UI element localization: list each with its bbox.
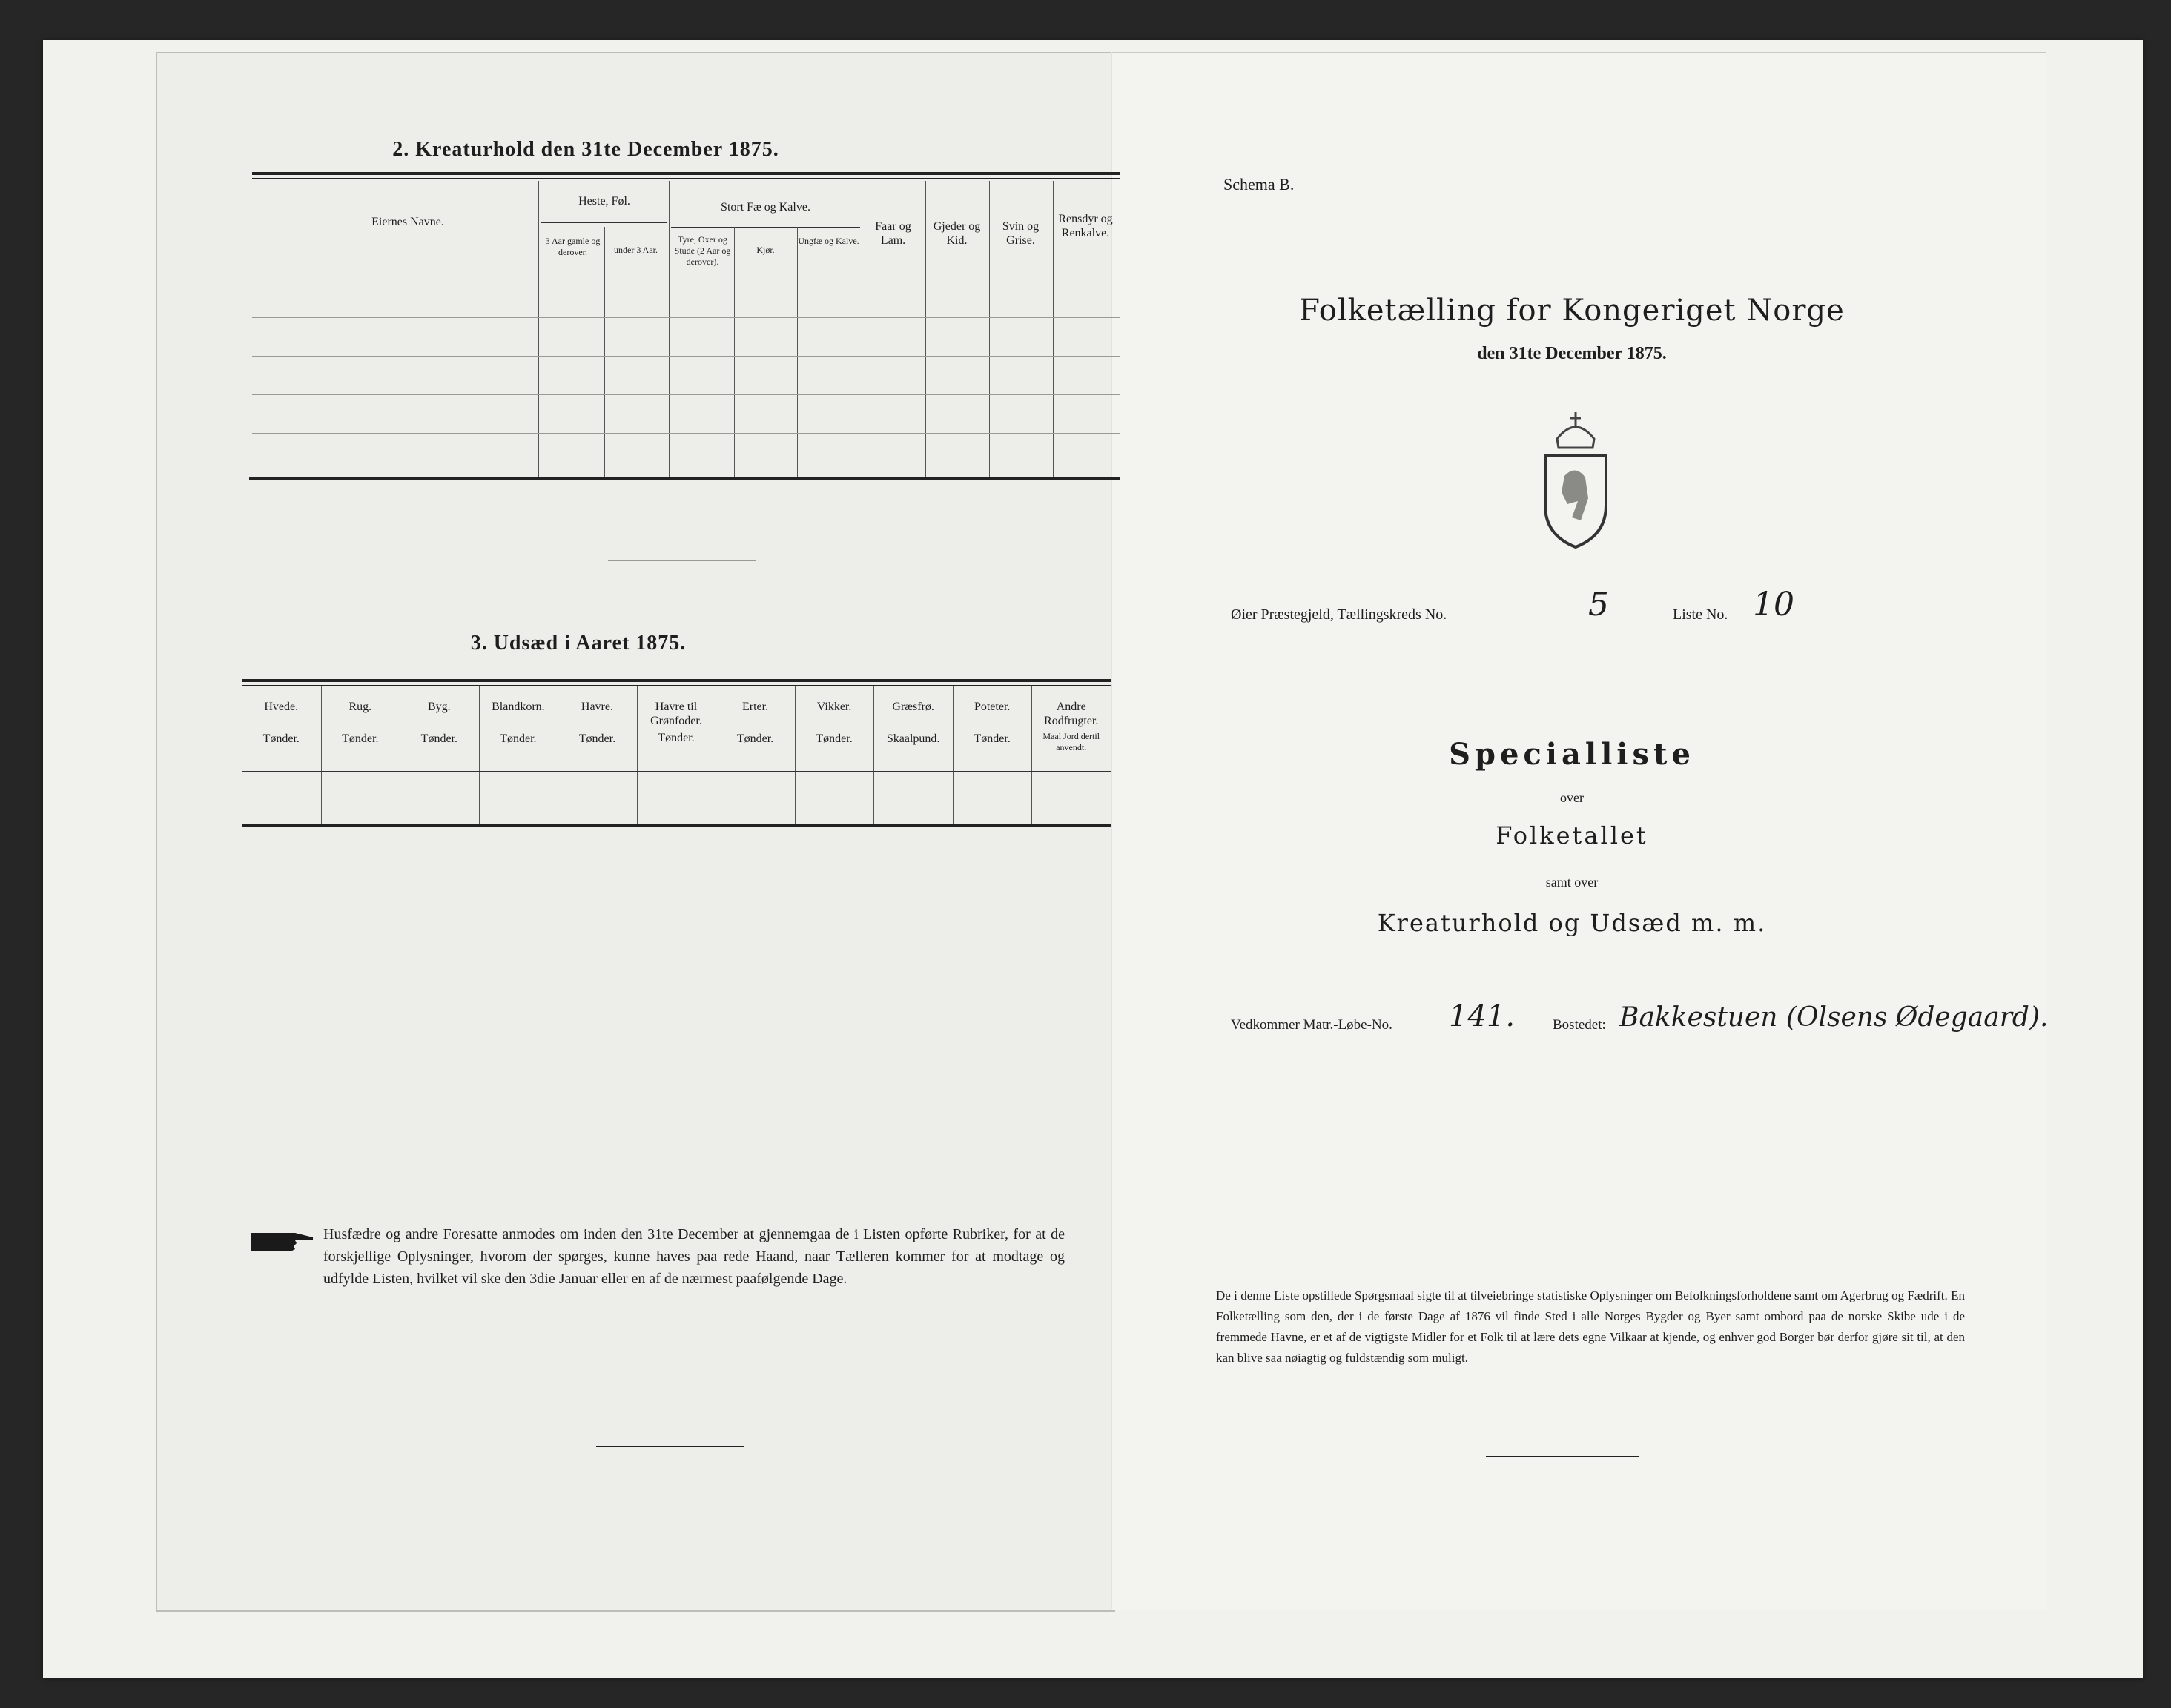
seed-column-header (321, 700, 400, 746)
seed-column-unit: Tønder. (736, 732, 774, 745)
bulls-header: Tyre, Oxer og Stude (2 Aar og derover). (674, 234, 731, 267)
section2-title: 2. Kreaturhold den 31te December 1875. (392, 138, 779, 161)
census-footnote: De i denne Liste opstillede Spørgsmaal sigte til at tilveiebringe statistiske Oplysninger om Befolkningsforholdene samt om Agerbrug og Fædrift. En Folketælling som den, der i de første Dage af 1876 vil finde Sted i alle Norges Bygder og Byer samt ombord paa de norske Skibe ude i de fremmede Havne, er et af de vigtigste Midler for et Folk til at lære dets egne Vilkaar at kjende, og enhver god Borger bør derfor gjøre sit til, at den kan blive saa nøiagtig og fuldstændig som muligt. (1216, 1288, 1965, 1365)
divider (596, 1446, 744, 1447)
owner-name-header: Eiernes Navne. (371, 216, 444, 228)
seed-column-rule (321, 686, 322, 824)
sheep-header: Faar og Lam. (875, 220, 911, 247)
seed-column-unit: Tønder. (816, 732, 853, 745)
seed-column-header (637, 700, 716, 745)
seed-column-name: Byg. (428, 701, 451, 713)
seed-column-name: Havre. (581, 701, 613, 713)
seed-column-name: Rug. (348, 701, 372, 713)
pointing-hand-icon (251, 1227, 314, 1257)
livestock-seed-heading: Kreaturhold og Udsæd m. m. (1377, 909, 1767, 937)
seed-column-rule (795, 686, 796, 824)
section3-title: 3. Udsæd i Aaret 1875. (470, 632, 687, 655)
seed-column-header (716, 700, 795, 746)
seed-column-rule (953, 686, 954, 824)
norwegian-lion-crest-icon (1535, 409, 1616, 550)
horses-header: Heste, Føl. (578, 195, 630, 208)
seed-column-header (795, 700, 874, 746)
census-title: Folketælling for Kongeriget Norge (1299, 294, 1845, 328)
seed-column-name: Andre Rodfrugter. (1044, 701, 1099, 727)
pigs-header: Svin og Grise. (1002, 220, 1040, 247)
goats-header: Gjeder og Kid. (933, 220, 981, 247)
bosted-value: Bakkestuen (Olsens Ødegaard). (1619, 1002, 2049, 1033)
seed-column-header (400, 700, 479, 746)
seed-column-unit: Maal Jord dertil anvendt. (1042, 731, 1100, 752)
seed-column-name: Blandkorn. (492, 701, 545, 713)
young-cattle-header: Ungfæ og Kalve. (798, 236, 859, 246)
cattle-header: Stort Fæ og Kalve. (721, 201, 810, 214)
householder-notice: Husfædre og andre Foresatte anmodes om inden den 31te December at gjennemgaa de i Listen opførte Rubriker, for at de forskjellige Oplysninger, hvorom der spørges, kunne haves paa rede Haand, naar Tælleren kommer for at modtage og udfylde Listen, hvilket vil ske den 3die Januar eller en af de nærmest paafølgende Dage. (323, 1226, 1065, 1287)
seed-column-header (953, 700, 1032, 746)
cows-header: Kjør. (756, 245, 775, 255)
divider (608, 560, 756, 561)
matr-label: Vedkommer Matr.-Løbe-No. (1231, 1017, 1392, 1033)
horses-under3-header: under 3 Aar. (614, 245, 658, 255)
seed-column-header (242, 700, 321, 746)
samt-over-text: samt over (1545, 875, 1599, 890)
left-page (156, 52, 1115, 1612)
divider (1486, 1456, 1639, 1457)
seed-column-header (558, 700, 637, 746)
seed-column-unit: Tønder. (262, 732, 300, 745)
seed-column-unit: Skaalpund. (886, 732, 940, 745)
seed-column-header (479, 700, 558, 746)
district-number: 5 (1588, 586, 1609, 623)
seed-column-name: Vikker. (816, 701, 852, 713)
seed-column-name: Havre til Grønfoder. (650, 701, 702, 727)
seed-column-name: Poteter. (974, 701, 1011, 713)
parish-label: Øier Præstegjeld, Tællingskreds No. (1231, 606, 1447, 623)
matr-number: 141. (1449, 999, 1516, 1033)
seed-column-header (1031, 700, 1111, 753)
seed-column-name: Hvede. (264, 701, 299, 713)
seed-column-name: Erter. (741, 701, 769, 713)
seed-column-unit: Tønder. (420, 732, 457, 745)
seed-column-unit: Tønder. (500, 732, 537, 745)
folketallet-heading: Folketallet (1496, 821, 1648, 850)
seed-column-unit: Tønder. (658, 732, 695, 744)
over-text: over (1560, 790, 1584, 805)
specialliste-heading: Specialliste (1449, 737, 1695, 772)
seed-column-rule (637, 686, 638, 824)
list-number: 10 (1753, 586, 1794, 623)
seed-column-rule (873, 686, 874, 824)
seed-column-unit: Tønder. (342, 732, 379, 745)
horses-3yr-header: 3 Aar gamle og derover. (545, 236, 601, 257)
seed-column-rule (1031, 686, 1032, 824)
seed-column-rule (479, 686, 480, 824)
seed-column-unit: Tønder. (974, 732, 1011, 745)
seed-column-unit: Tønder. (578, 732, 616, 745)
census-date: den 31te December 1875. (1477, 344, 1667, 363)
reindeer-header: Rensdyr og Renkalve. (1058, 213, 1113, 239)
bosted-label: Bostedet: (1553, 1017, 1606, 1033)
schema-label: Schema B. (1223, 175, 1295, 193)
seed-column-header (873, 700, 953, 746)
seed-column-name: Græsfrø. (892, 701, 934, 713)
list-label: Liste No. (1673, 606, 1728, 623)
